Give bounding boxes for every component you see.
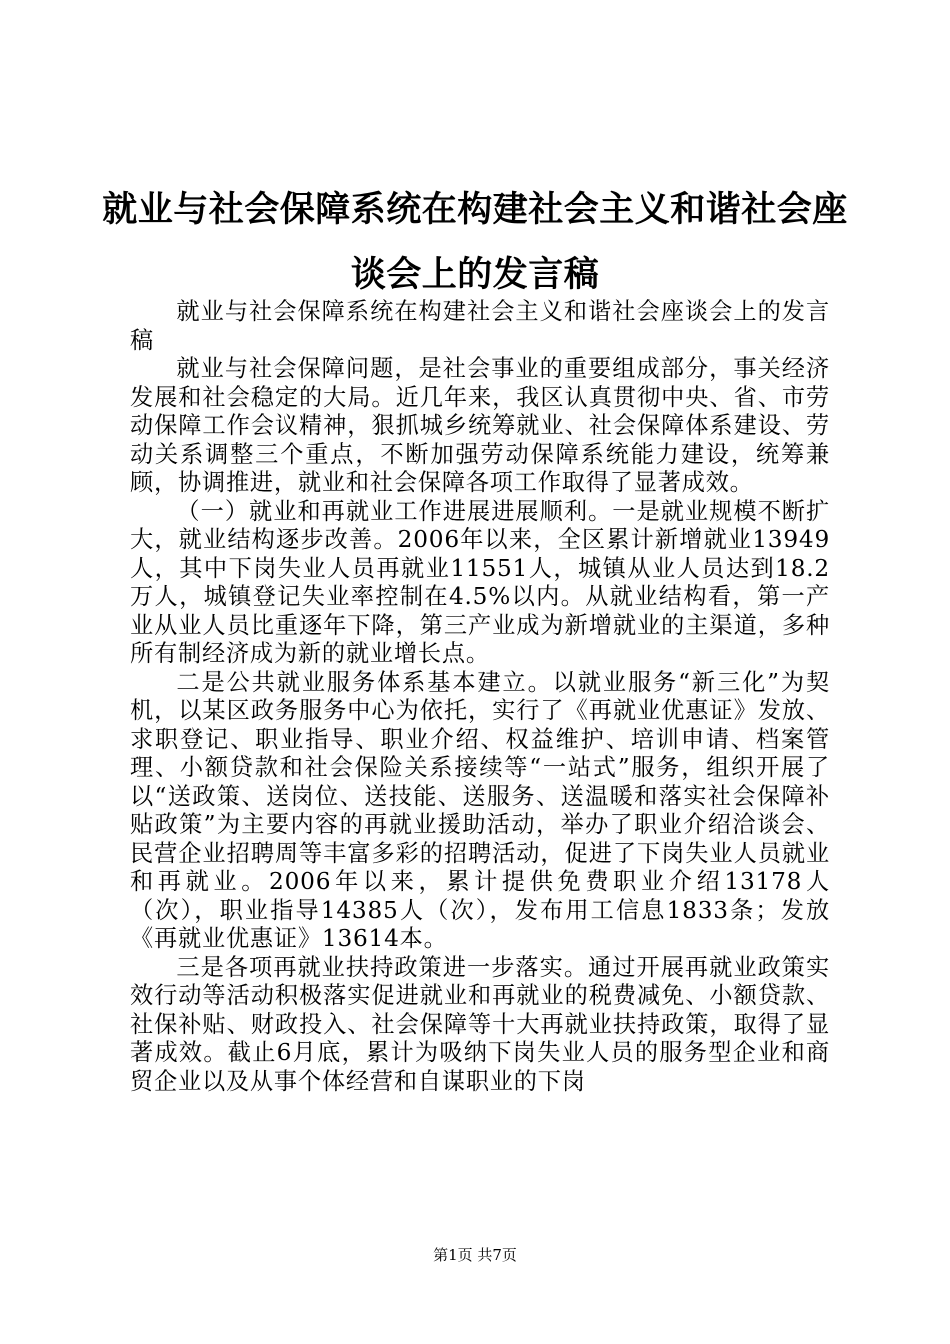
paragraph-employment: （一）就业和再就业工作进展进展顺利。一是就业规模不断扩大，就业结构逐步改善。2006年以来，全区累计新增就业13949人，其中下岗失业人员再就业11551人，城镇从业人员达到18.2万人，城镇登记失业率控制在4.5%以内。从就业结构看，第一产业从业人员比重逐年下降，第三产业成为新增就业的主渠道，多种所有制经济成为新的就业增长点。 xyxy=(130,497,830,667)
document-body xyxy=(130,298,830,1096)
page-number-footer: 第1页 共7页 xyxy=(433,1246,517,1264)
paragraph-public-service: 二是公共就业服务体系基本建立。以就业服务“新三化”为契机，以某区政务服务中心为依托，实行了《再就业优惠证》发放、求职登记、职业指导、职业介绍、权益维护、培训申请、档案管理、小额贷款和社会保险关系接续等“一站式”服务，组织开展了以“送政策、送岗位、送技能、送服务、送温暖和落实社会保障补贴政策”为主要内容的再就业援助活动，举办了职业介绍洽谈会、民营企业招聘周等丰富多彩的招聘活动，促进了下岗失业人员就业和再就业。2006年以来，累计提供免费职业介绍13178人（次），职业指导14385人（次），发布用工信息1833条；发放《再就业优惠证》13614本。 xyxy=(130,668,830,952)
document-title: 就业与社会保障系统在构建社会主义和谐社会座谈会上的发言稿 xyxy=(102,190,848,295)
paragraph-intro: 就业与社会保障问题，是社会事业的重要组成部分，事关经济发展和社会稳定的大局。近几年来，我区认真贯彻中央、省、市劳动保障工作会议精神，狠抓城乡统筹就业、社会保障体系建设、劳动关系调整三个重点，不断加强劳动保障系统能力建设，统筹兼顾，协调推进，就业和社会保障各项工作取得了显著成效。 xyxy=(130,355,830,496)
paragraph-policy: 三是各项再就业扶持政策进一步落实。通过开展再就业政策实效行动等活动积极落实促进就业和再就业的税费减免、小额贷款、社保补贴、财政投入、社会保障等十大再就业扶持政策，取得了显著成效。截止6月底，累计为吸纳下岗失业人员的服务型企业和商贸企业以及从事个体经营和自谋职业的下岗 xyxy=(130,953,830,1095)
paragraph-subtitle: 就业与社会保障系统在构建社会主义和谐社会座谈会上的发言稿 xyxy=(130,298,830,354)
